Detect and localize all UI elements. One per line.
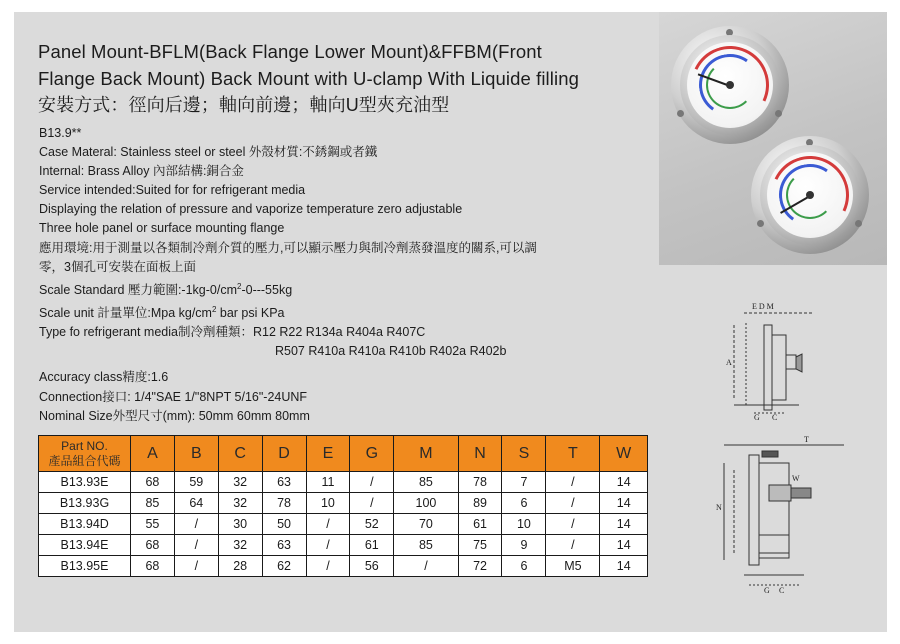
spec-refrigerant-2: R507 R410a R410a R410b R402a R402b <box>275 344 507 359</box>
header-col-e: E <box>306 436 350 472</box>
header-part-no: Part NO. 產品組合代碼 <box>39 436 131 472</box>
spec-scale-standard: Scale Standard 壓力範圍$:-1kg-0/cm^2-0---55kg$ <box>39 281 293 297</box>
spec-nominal-size: Nominal Size外型尺寸(mm): 50mm 60mm 80mm <box>39 408 310 423</box>
table-cell: 14 <box>600 493 648 514</box>
table-cell: 7 <box>502 472 546 493</box>
table-cell: / <box>174 535 218 556</box>
spec-application-1: 應用環境:用于測量以各類制冷劑介質的壓力,可以顯示壓力與制冷劑蒸發溫度的關系,可以調 <box>39 240 537 255</box>
spec-mounting: Three hole panel or surface mounting flange <box>39 221 285 236</box>
table-cell: 55 <box>131 514 175 535</box>
table-cell: 11 <box>306 472 350 493</box>
drawing-label-g2: G <box>764 586 770 595</box>
table-row <box>39 514 648 535</box>
drawing-label-g: G <box>754 413 760 422</box>
table-cell: / <box>174 514 218 535</box>
pressure-gauge-image <box>751 136 869 254</box>
drawing-label-a: A <box>726 358 732 367</box>
table-cell: 52 <box>350 514 394 535</box>
table-cell: 59 <box>174 472 218 493</box>
dimension-table <box>38 435 648 577</box>
table-cell: 14 <box>600 472 648 493</box>
table-cell: 14 <box>600 556 648 577</box>
table-cell: 78 <box>458 472 502 493</box>
table-cell: / <box>546 493 600 514</box>
drawing-label-n: N <box>716 503 722 512</box>
technical-drawings <box>704 295 886 625</box>
table-row <box>39 472 648 493</box>
spec-displaying: Displaying the relation of pressure and vaporize temperature zero adjustable <box>39 202 463 217</box>
table-cell: 68 <box>131 472 175 493</box>
table-cell: 56 <box>350 556 394 577</box>
header-col-d: D <box>262 436 306 472</box>
table-cell: 32 <box>218 472 262 493</box>
table-cell: 63 <box>262 535 306 556</box>
table-cell: 62 <box>262 556 306 577</box>
table-cell: 85 <box>394 535 458 556</box>
table-cell: 85 <box>131 493 175 514</box>
table-cell-part-no: B13.94D <box>39 514 131 535</box>
header-col-g: G <box>350 436 394 472</box>
table-cell: 61 <box>458 514 502 535</box>
table-cell: 100 <box>394 493 458 514</box>
table-cell: 78 <box>262 493 306 514</box>
header-col-b: B <box>174 436 218 472</box>
table-cell: / <box>546 535 600 556</box>
header-col-w: W <box>600 436 648 472</box>
table-cell: 14 <box>600 535 648 556</box>
table-cell: 70 <box>394 514 458 535</box>
drawing-label-w: W <box>792 474 800 483</box>
table-cell: 9 <box>502 535 546 556</box>
header-col-m: M <box>394 436 458 472</box>
header-col-n: N <box>458 436 502 472</box>
table-cell: / <box>546 514 600 535</box>
product-photo <box>659 12 887 265</box>
table-cell: 85 <box>394 472 458 493</box>
drawing-label-t: T <box>804 435 809 444</box>
table-cell: / <box>546 472 600 493</box>
table-row <box>39 535 648 556</box>
header-col-t: T <box>546 436 600 472</box>
table-cell-part-no: B13.93E <box>39 472 131 493</box>
header-col-s: S <box>502 436 546 472</box>
table-cell: 68 <box>131 556 175 577</box>
pressure-gauge-image <box>671 26 789 144</box>
table-cell: / <box>174 556 218 577</box>
table-cell: / <box>350 493 394 514</box>
table-cell-part-no: B13.93G <box>39 493 131 514</box>
table-cell: 89 <box>458 493 502 514</box>
table-cell: / <box>350 472 394 493</box>
title-line-chinese: 安裝方式：徑向后邊；軸向前邊；軸向U型夾充油型 <box>38 95 450 115</box>
table-cell: / <box>394 556 458 577</box>
table-cell: 10 <box>502 514 546 535</box>
spec-connection: Connection接口: 1/4"SAE 1/"8NPT 5/16"-24UNF <box>39 389 308 404</box>
dimension-drawing <box>704 295 886 625</box>
table-cell: / <box>306 556 350 577</box>
table-cell: 6 <box>502 493 546 514</box>
table-cell: 64 <box>174 493 218 514</box>
table-cell-part-no: B13.95E <box>39 556 131 577</box>
header-col-a: A <box>131 436 175 472</box>
table-cell: 14 <box>600 514 648 535</box>
table-cell: 63 <box>262 472 306 493</box>
table-cell: 61 <box>350 535 394 556</box>
table-row <box>39 556 648 577</box>
spec-service: Service intended:Suited for for refrigerant media <box>39 183 306 198</box>
spec-application-2: 零，3個孔可安裝在面板上面 <box>39 259 196 274</box>
table-row <box>39 493 648 514</box>
drawing-label-top: E D M <box>752 302 774 311</box>
table-cell: 6 <box>502 556 546 577</box>
table-cell: 68 <box>131 535 175 556</box>
table-cell: 28 <box>218 556 262 577</box>
spec-refrigerant-1: Type fo refrigerant media制冷劑種類：R12 R22 R134a R404a R407C <box>39 325 426 340</box>
drawing-label-c: C <box>772 413 778 422</box>
spec-accuracy: Accuracy class精度:1.6 <box>39 370 169 385</box>
table-cell: 30 <box>218 514 262 535</box>
title-line-2: Flange Back Mount) Back Mount with U-clamp With Liquide filling <box>38 68 579 89</box>
spec-scale-unit: Scale unit 計量單位:Mpa $kg/cm^2$ bar psi KPa <box>39 305 285 321</box>
table-cell: M5 <box>546 556 600 577</box>
table-cell: 10 <box>306 493 350 514</box>
table-cell: / <box>306 535 350 556</box>
table-cell-part-no: B13.94E <box>39 535 131 556</box>
spec-case-material: Case Materal: Stainless steel or steel 外殼材質:不銹鋼或者鐵 <box>39 145 378 160</box>
spec-model: B13.9** <box>39 126 82 140</box>
table-cell: 72 <box>458 556 502 577</box>
product-title <box>38 38 658 119</box>
drawing-label-c2: C <box>779 586 785 595</box>
table-cell: 32 <box>218 535 262 556</box>
table-cell: 75 <box>458 535 502 556</box>
spec-list <box>39 124 679 426</box>
spec-sheet <box>14 12 887 632</box>
table-cell: 32 <box>218 493 262 514</box>
table-cell: 50 <box>262 514 306 535</box>
spec-internal: Internal: Brass Alloy 內部結構:銅合金 <box>39 164 244 179</box>
table-cell: / <box>306 514 350 535</box>
header-col-c: C <box>218 436 262 472</box>
title-line-1: Panel Mount-BFLM(Back Flange Lower Mount)&FFBM(Front <box>38 41 542 62</box>
table-header-row <box>39 436 648 472</box>
